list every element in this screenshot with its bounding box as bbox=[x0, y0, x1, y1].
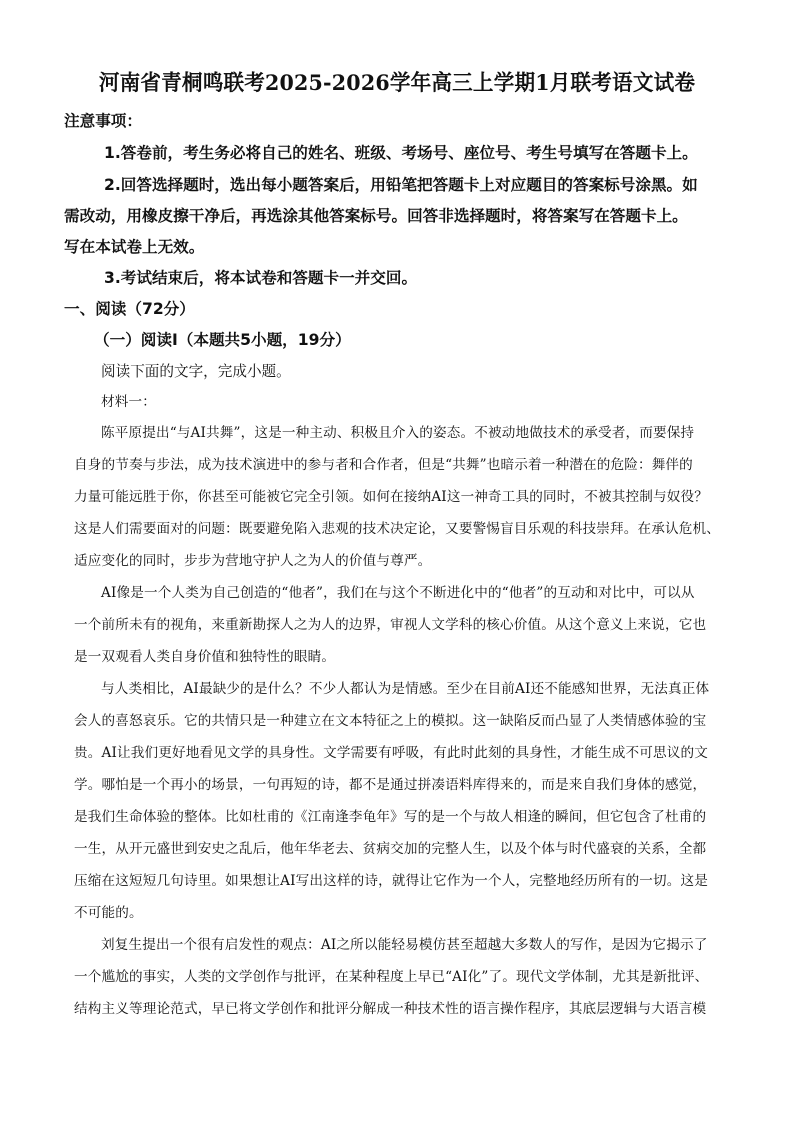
passage-line: 一生，从开元盛世到安史之乱后，他年华老去、贫病交加的完整人生，以及个体与时代盛衰的关系，全都 bbox=[74, 841, 707, 857]
passage-line: 结构主义等理论范式，早已将文学创作和批评分解成一种技术性的语言操作程序，其底层逻辑与大语言模 bbox=[74, 1001, 707, 1017]
passage-line: 适应变化的同时，步步为营地守护人之为人的价值与尊严。 bbox=[74, 553, 432, 569]
passage-line: 陈平原提出“与AI共舞”，这是一种主动、积极且介入的姿态。不被动地做技术的承受者，而要保持 bbox=[101, 425, 695, 441]
passage-line: 是我们生命体验的整体。比如杜甫的《江南逢李龟年》写的是一个与故人相逢的瞬间，但它包含了杜甫的 bbox=[74, 809, 707, 825]
passage-line: 不可能的。 bbox=[74, 905, 143, 921]
notice-heading: 注意事项： bbox=[64, 112, 142, 130]
material-label: 材料一： bbox=[101, 394, 156, 410]
notice-item-2-line-2: 需改动，用橡皮擦干净后，再选涂其他答案标号。回答非选择题时，将答案写在答题卡上。 bbox=[64, 207, 688, 225]
passage-line: 会人的喜怒哀乐。它的共情只是一种建立在文本特征之上的模拟。这一缺陷反而凸显了人类情感体验的宝 bbox=[74, 713, 707, 729]
notice-item-2-line-1: 2.回答选择题时，选出每小题答案后，用铅笔把答题卡上对应题目的答案标号涂黑。如 bbox=[104, 176, 698, 194]
passage-line: 与人类相比，AI最缺少的是什么？不少人都认为是情感。至少在目前AI还不能感知世界，无法真正体 bbox=[101, 681, 710, 697]
passage-line: 力量可能远胜于你，你甚至可能被它完全引领。如何在接纳AI这一神奇工具的同时，不被其控制与奴役？ bbox=[74, 489, 708, 505]
section-heading: 一、阅读（72分） bbox=[64, 300, 195, 318]
passage-line: 贵。AI让我们更好地看见文学的具身性。文学需要有呼吸，有此时此刻的具身性，才能生成不可思议的文 bbox=[74, 745, 708, 761]
passage-line: 这是人们需要面对的问题：既要避免陷入悲观的技术决定论，又要警惕盲目乐观的科技崇拜。在承认危机、 bbox=[74, 521, 720, 537]
passage-line: 自身的节奏与步法，成为技术演进中的参与者和合作者，但是“共舞”也暗示着一种潜在的危险：舞伴的 bbox=[74, 457, 693, 473]
exam-title: 河南省青桐鸣联考2025-2026学年高三上学期1月联考语文试卷 bbox=[98, 71, 696, 96]
passage-line: 是一双观看人类自身价值和独特性的眼睛。 bbox=[74, 649, 336, 665]
notice-item-2-line-3: 写在本试卷上无效。 bbox=[64, 238, 205, 256]
passage-line: 一个尴尬的事实，人类的文学创作与批评，在某种程度上早已“AI化”了。现代文学体制，尤其是新批评、 bbox=[74, 969, 709, 985]
notice-item-1: 1.答卷前，考生务必将自己的姓名、班级、考场号、座位号、考生号填写在答题卡上。 bbox=[104, 144, 698, 162]
subsection-heading: （一）阅读Ⅰ（本题共5小题，19分） bbox=[94, 331, 351, 349]
reading-instruction: 阅读下面的文字，完成小题。 bbox=[101, 363, 291, 380]
passage-line: 一个前所未有的视角，来重新勘探人之为人的边界，审视人文学科的核心价值。从这个意义上来说，它也 bbox=[74, 617, 707, 633]
passage-line: 学。哪怕是一个再小的场景，一句再短的诗，都不是通过拼凑语料库得来的，而是来自我们身体的感觉， bbox=[74, 777, 707, 793]
passage-line: 刘复生提出一个很有启发性的观点：AI之所以能轻易模仿甚至超越大多数人的写作，是因为它揭示了 bbox=[101, 937, 708, 953]
notice-item-3: 3.考试结束后，将本试卷和答题卡一并交回。 bbox=[104, 269, 418, 287]
passage-line: 压缩在这短短几句诗里。如果想让AI写出这样的诗，就得让它作为一个人，完整地经历所有的一切。这是 bbox=[74, 873, 708, 889]
passage-line: AI像是一个人类为自己创造的“他者”，我们在与这个不断进化中的“他者”的互动和对比中，可以从 bbox=[101, 585, 695, 601]
